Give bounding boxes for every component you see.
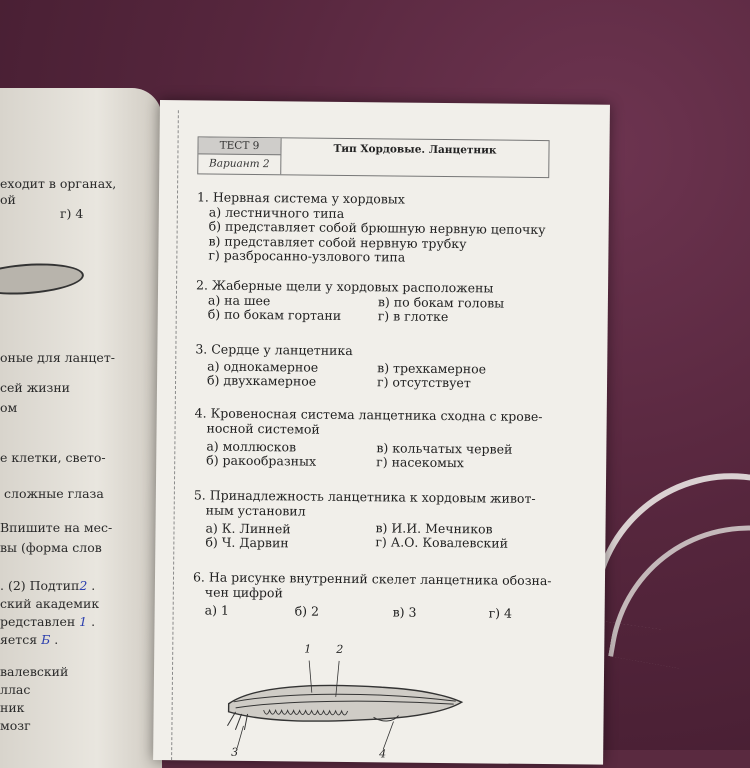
handwritten-answer: 2 bbox=[79, 578, 88, 593]
question-6 bbox=[192, 570, 583, 634]
test-number: ТЕСТ 9 bbox=[198, 137, 280, 155]
left-text-line: ом bbox=[0, 400, 18, 415]
question-text-continued: ным установил bbox=[205, 502, 306, 519]
answer-option: г) 4 bbox=[488, 605, 513, 621]
figure-label-2: 2 bbox=[336, 642, 344, 656]
test-header bbox=[197, 136, 549, 178]
answer-option: в) трехкамерное bbox=[377, 359, 487, 376]
answer-option: б) 2 bbox=[294, 603, 320, 619]
answer-option: а) однокамерное bbox=[207, 358, 319, 375]
left-text-line: сей жизни bbox=[0, 380, 71, 395]
left-text-line: г) 4 bbox=[60, 206, 84, 221]
question-4 bbox=[194, 406, 565, 474]
answer-option: г) в глотке bbox=[377, 307, 449, 324]
answer-option: в) представляет собой нервную трубку bbox=[208, 233, 467, 251]
answer-option: г) отсутствует bbox=[376, 373, 471, 390]
question-5 bbox=[193, 488, 564, 556]
lancelet-figure bbox=[223, 642, 464, 761]
lancelet-drawing-partial bbox=[0, 260, 85, 298]
question-text: 6. На рисунке внутренний скелет ланцетника обозна- bbox=[192, 569, 552, 589]
figure-label-3: 3 bbox=[231, 745, 239, 759]
figure-label-4: 4 bbox=[379, 747, 387, 761]
question-text: 1. Нервная система у хордовых bbox=[196, 189, 405, 207]
handwritten-answer: Б bbox=[41, 632, 51, 647]
answer-option: г) насекомых bbox=[376, 454, 464, 471]
left-text-line: сложные глаза bbox=[4, 486, 104, 501]
question-text: 4. Кровеносная система ланцетника сходна с крове- bbox=[194, 405, 543, 425]
question-3 bbox=[195, 342, 555, 392]
left-text-line: е клетки, свето- bbox=[0, 450, 106, 465]
question-2 bbox=[196, 278, 556, 328]
answer-option: б) представляет собой брюшную нервную цепочку bbox=[208, 218, 546, 238]
answer-option: в) 3 bbox=[392, 604, 417, 620]
question-text: 3. Сердце у ланцетника bbox=[195, 341, 353, 359]
left-text-line: вы (форма слов bbox=[0, 540, 102, 555]
test-variant: Вариант 2 bbox=[208, 157, 270, 171]
answer-option: а) К. Линней bbox=[205, 520, 291, 537]
answer-option: а) 1 bbox=[204, 602, 230, 618]
test-title: Тип Хордовые. Ланцетник bbox=[333, 142, 497, 157]
question-text-continued: чен цифрой bbox=[204, 583, 283, 600]
answer-option: г) разбросанно-узлового типа bbox=[208, 247, 406, 265]
left-text-line: Впишите на мес- bbox=[0, 520, 113, 535]
cut-line bbox=[171, 110, 179, 760]
left-text-line: . (2) Подтип2 . bbox=[0, 578, 96, 593]
test-page bbox=[153, 100, 610, 765]
answer-option: б) двухкамерное bbox=[206, 372, 317, 389]
answer-option: а) на шее bbox=[207, 292, 271, 308]
left-text-line: ский академик bbox=[0, 596, 100, 611]
left-text-line: еходит в органах, bbox=[0, 176, 117, 191]
answer-option: а) лестничного типа bbox=[208, 204, 345, 221]
question-1 bbox=[196, 190, 546, 266]
question-text-continued: носной системой bbox=[206, 420, 320, 437]
left-text-line: валевский bbox=[0, 664, 69, 679]
left-text-line: оные для ланцет- bbox=[0, 350, 115, 365]
answer-option: а) моллюсков bbox=[206, 438, 297, 455]
question-text: 2. Жаберные щели у хордовых расположены bbox=[195, 277, 494, 296]
left-text-line: ой bbox=[0, 192, 16, 207]
handwritten-answer: 1 bbox=[79, 614, 88, 629]
left-book-page bbox=[0, 88, 162, 768]
figure-label-1: 1 bbox=[304, 642, 312, 656]
answer-option: г) А.О. Ковалевский bbox=[375, 534, 509, 551]
answer-option: в) И.И. Мечников bbox=[375, 520, 493, 537]
left-text-line: ник bbox=[0, 700, 25, 715]
answer-option: б) по бокам гортани bbox=[207, 306, 342, 323]
answer-option: в) кольчатых червей bbox=[376, 440, 513, 457]
left-text-line: редставлен 1 . bbox=[0, 614, 96, 629]
answer-option: б) Ч. Дарвин bbox=[205, 534, 289, 551]
left-text-line: ллас bbox=[0, 682, 31, 697]
answer-option: б) ракообразных bbox=[206, 452, 317, 469]
left-text-line: мозг bbox=[0, 718, 31, 733]
question-text: 5. Принадлежность ланцетника к хордовым живот- bbox=[193, 487, 536, 506]
answer-option: в) по бокам головы bbox=[377, 293, 505, 311]
lancelet-skeleton-drawing bbox=[223, 656, 464, 759]
test-header-left bbox=[198, 137, 281, 174]
left-text-line: яется Б . bbox=[0, 632, 59, 647]
